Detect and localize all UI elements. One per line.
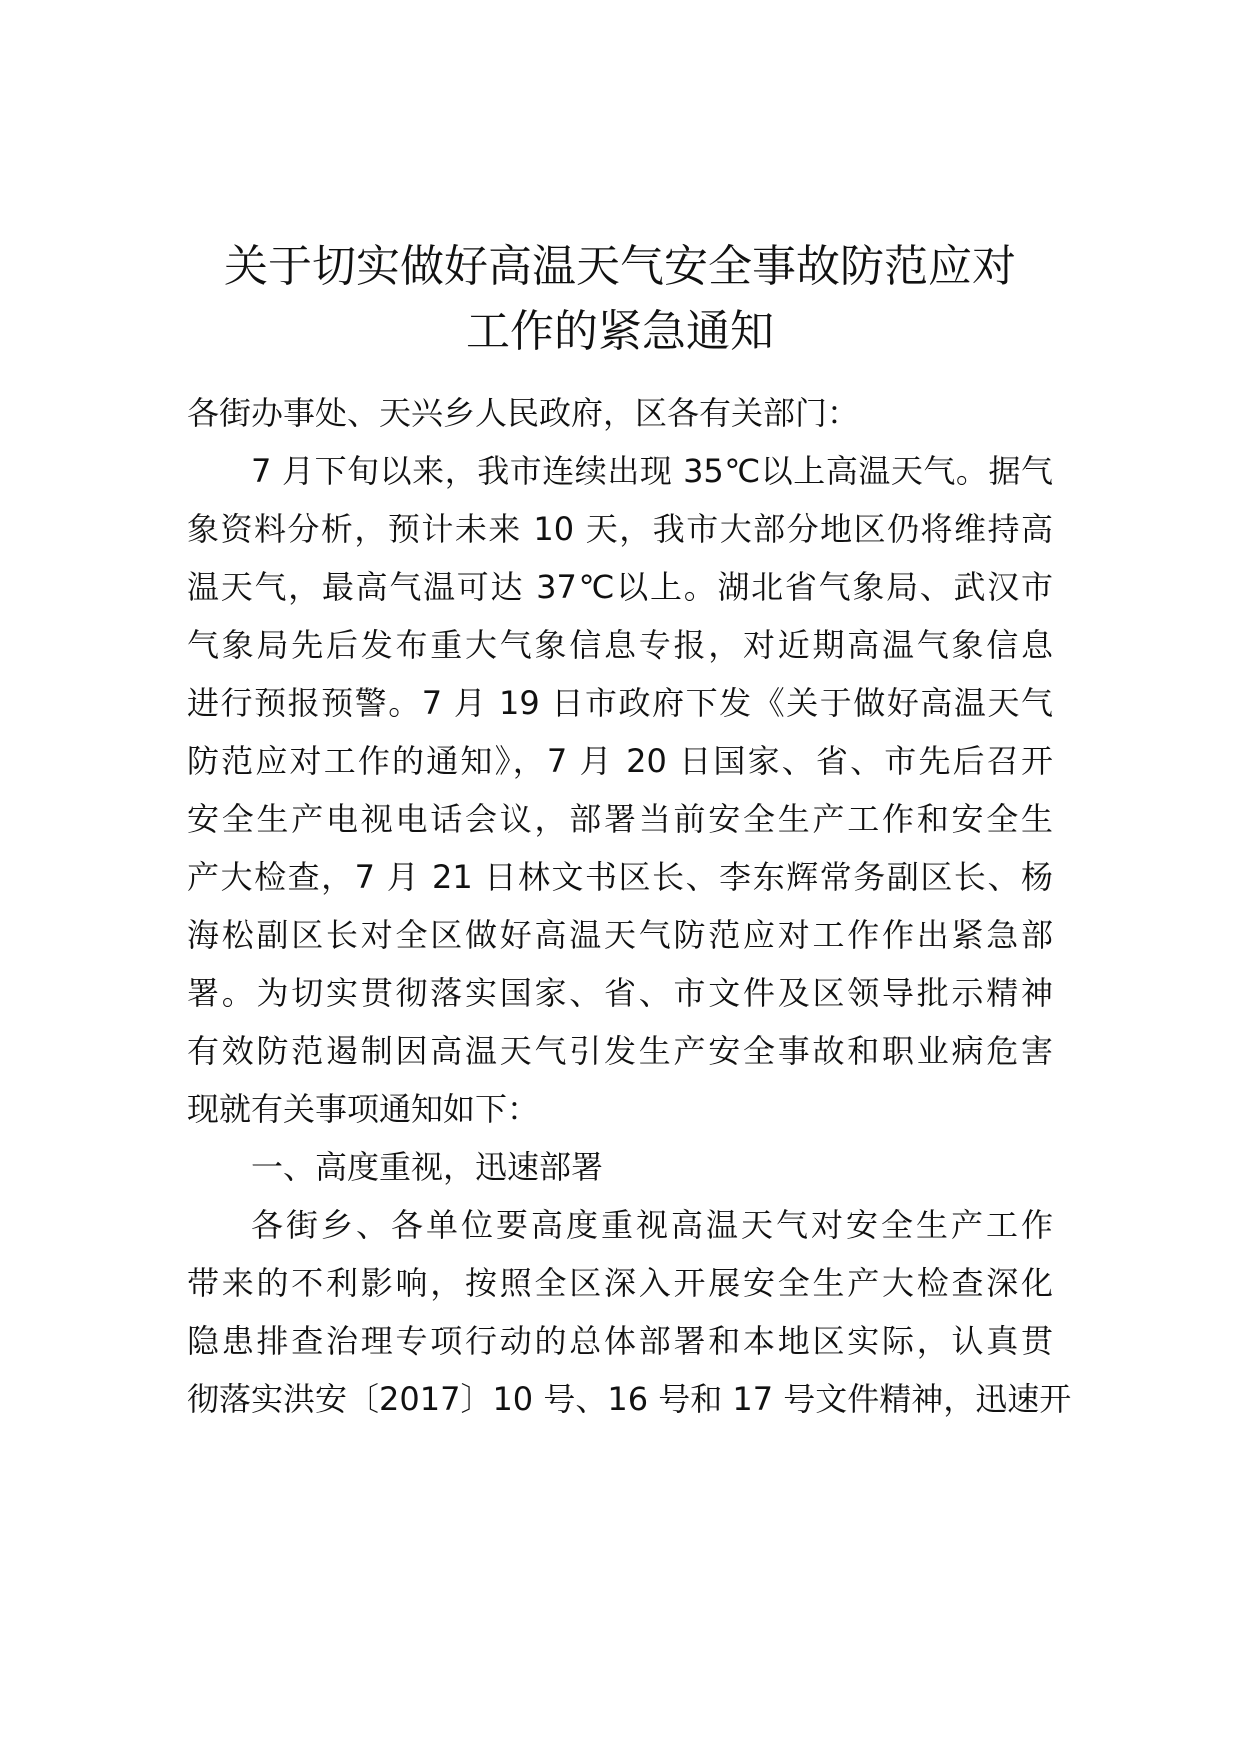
paragraph-1-line: 防范应对工作的通知》，7 月 20 日国家、省、市先后召开 [187, 742, 1053, 780]
paragraph-2-line: 彻落实洪安〔2017〕10 号、16 号和 17 号文件精神，迅速开 [187, 1380, 1072, 1418]
paragraph-1-line: 有效防范遏制因高温天气引发生产安全事故和职业病危害 [187, 1032, 1053, 1070]
paragraph-1-line: 现就有关事项通知如下： [187, 1090, 540, 1128]
salutation: 各街办事处、天兴乡人民政府，区各有关部门： [187, 394, 860, 432]
paragraph-2-line: 带来的不利影响，按照全区深入开展安全生产大检查深化 [187, 1264, 1053, 1302]
paragraph-2-line: 隐患排查治理专项行动的总体部署和本地区实际，认真贯 [187, 1322, 1053, 1360]
paragraph-1-line: 安全生产电视电话会议，部署当前安全生产工作和安全生 [187, 800, 1053, 838]
paragraph-1-line: 象资料分析，预计未来 10 天，我市大部分地区仍将维持高 [187, 510, 1053, 548]
paragraph-1-line: 温天气，最高气温可达 37℃以上。湖北省气象局、武汉市 [187, 568, 1053, 606]
paragraph-1-line: 署。为切实贯彻落实国家、省、市文件及区领导批示精神 [187, 974, 1053, 1012]
paragraph-1-line: 产大检查，7 月 21 日林文书区长、李东辉常务副区长、杨 [187, 858, 1053, 896]
document-title-line-1: 关于切实做好高温天气安全事故防范应对 [224, 241, 1016, 292]
paragraph-1-line: 气象局先后发布重大气象信息专报，对近期高温气象信息 [187, 626, 1053, 664]
paragraph-1-line: 海松副区长对全区做好高温天气防范应对工作作出紧急部 [187, 916, 1053, 954]
paragraph-1-line: 进行预报预警。7 月 19 日市政府下发《关于做好高温天气 [187, 684, 1053, 722]
section-1-heading: 一、高度重视，迅速部署 [251, 1148, 604, 1186]
paragraph-1-line: 7 月下旬以来，我市连续出现 35℃以上高温天气。据气 [251, 452, 1053, 490]
paragraph-2-line: 各街乡、各单位要高度重视高温天气对安全生产工作 [251, 1206, 1053, 1244]
document-title-line-2: 工作的紧急通知 [466, 306, 774, 357]
